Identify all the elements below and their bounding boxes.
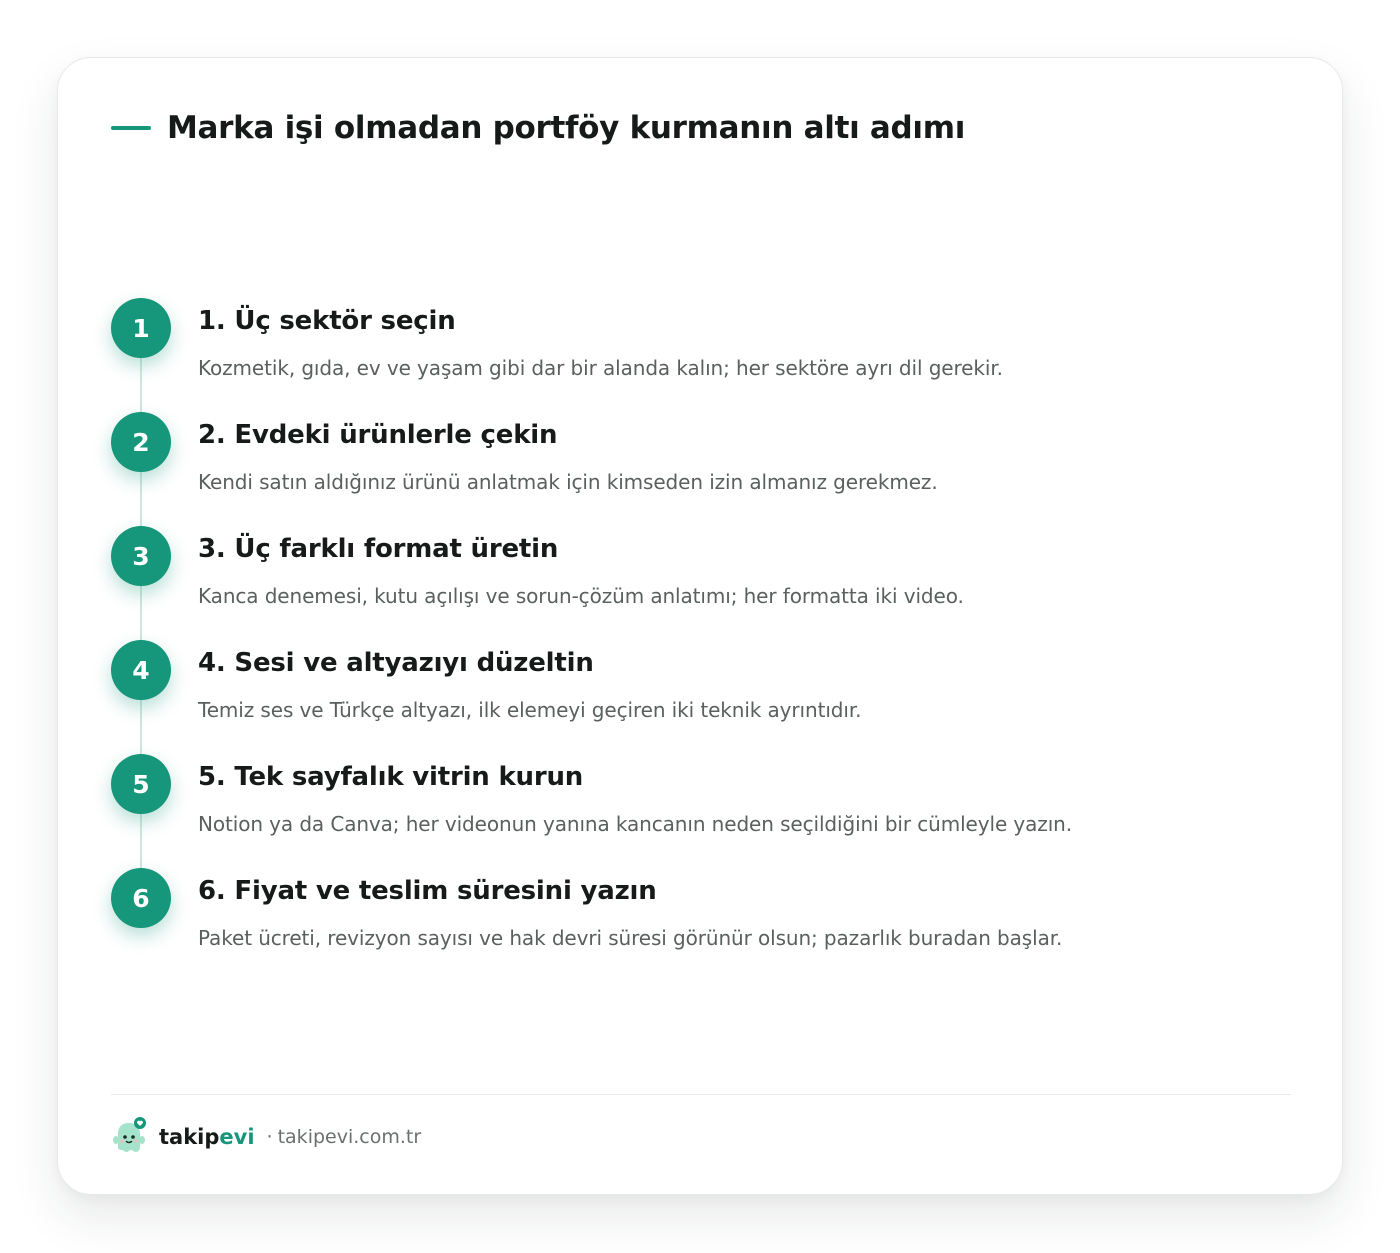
step-number-badge: 2 — [111, 412, 171, 472]
step-description: Paket ücreti, revizyon sayısı ve hak devri süresi görünür olsun; pazarlık buradan başlar. — [198, 926, 1063, 950]
title-accent-bar — [111, 126, 151, 130]
step-number-badge: 6 — [111, 868, 171, 928]
step-number-badge: 5 — [111, 754, 171, 814]
step-item — [111, 526, 1301, 640]
step-title: 5. Tek sayfalık vitrin kurun — [198, 762, 584, 792]
step-item — [111, 868, 1301, 982]
step-title: 1. Üç sektör seçin — [198, 306, 456, 336]
step-title: 4. Sesi ve altyazıyı düzeltin — [198, 648, 594, 678]
step-item — [111, 640, 1301, 754]
step-number-badge: 3 — [111, 526, 171, 586]
content-card — [57, 57, 1343, 1195]
step-description: Notion ya da Canva; her videonun yanına kancanın neden seçildiğini bir cümleyle yazın. — [198, 812, 1072, 836]
page-title: Marka işi olmadan portföy kurmanın altı adımı — [167, 110, 966, 146]
footer-url: takipevi.com.tr — [277, 1126, 422, 1148]
step-number-badge: 1 — [111, 298, 171, 358]
step-description: Kozmetik, gıda, ev ve yaşam gibi dar bir alanda kalın; her sektöre ayrı dil gerekir. — [198, 356, 1003, 380]
step-description: Temiz ses ve Türkçe altyazı, ilk elemeyi geçiren iki teknik ayrıntıdır. — [198, 698, 862, 722]
step-title: 3. Üç farklı format üretin — [198, 534, 559, 564]
title-row — [111, 106, 965, 150]
step-item — [111, 298, 1301, 412]
footer-divider — [111, 1094, 1291, 1095]
step-number-badge: 4 — [111, 640, 171, 700]
brand-name-main: takip — [159, 1125, 220, 1149]
step-title: 2. Evdeki ürünlerle çekin — [198, 420, 558, 450]
mascot-logo-icon — [111, 1117, 147, 1157]
step-title: 6. Fiyat ve teslim süresini yazın — [198, 876, 657, 906]
step-description: Kanca denemesi, kutu açılışı ve sorun-çözüm anlatımı; her formatta iki video. — [198, 584, 964, 608]
step-item — [111, 412, 1301, 526]
step-description: Kendi satın aldığınız ürünü anlatmak için kimseden izin almanız gerekmez. — [198, 470, 938, 494]
footer — [111, 1116, 421, 1158]
step-item — [111, 754, 1301, 868]
brand-name-accent: evi — [219, 1125, 255, 1149]
steps-list — [111, 298, 1301, 982]
footer-separator: · — [266, 1126, 273, 1148]
